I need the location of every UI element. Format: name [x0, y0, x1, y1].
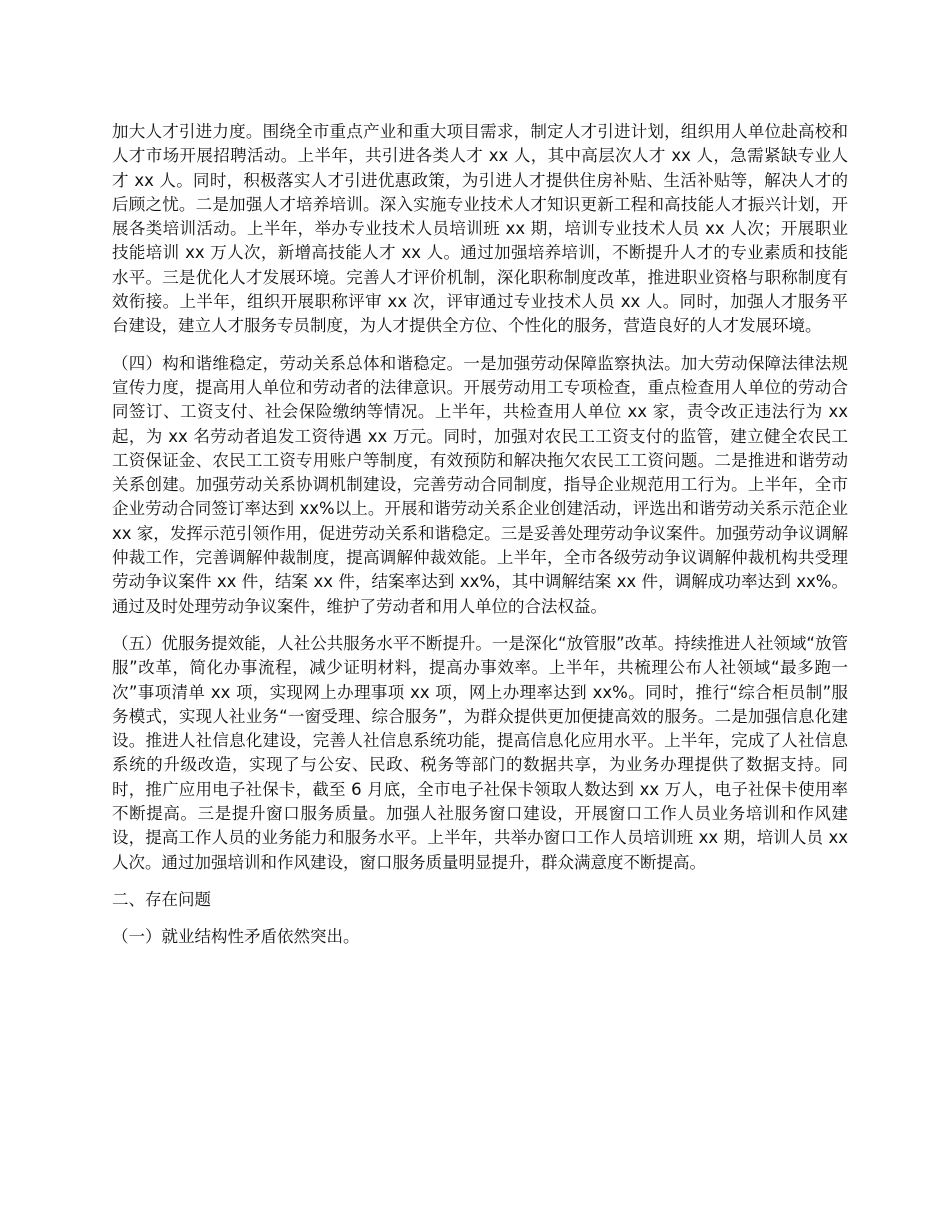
paragraph-public-service: （五）优服务提效能，人社公共服务水平不断提升。一是深化“放管服”改革。持续推进人社领域“放管服”改革，简化办事流程，减少证明材料，提高办事效率。上半年，共梳理公布人社领域“最多跑一次”事项清单 xx 项，实现网上办理事项 xx 项，网上办理率达到 xx%。同时，推行“综合柜员制”服务模式，实现人社业务“一窗受理、综合服务”，为群众提供更加便捷高效的服务。二是加强信息化建设。推进人社信息化建设，完善人社信息系统功能，提高信息化应用水平。上半年，完成了人社信息系统的升级改造，实现了与公安、民政、税务等部门的数据共享，为业务办理提供了数据支持。同时，推广应用电子社保卡，截至 6 月底，全市电子社保卡领取人数达到 xx 万人，电子社保卡使用率不断提高。三是提升窗口服务质量。加强人社服务窗口建设，开展窗口工作人员业务培训和作风建设，提高工作人员的业务能力和服务水平。上半年，共举办窗口工作人员培训班 xx 期，培训人员 xx 人次。通过加强培训和作风建设，窗口服务质量明显提升，群众满意度不断提高。 [112, 633, 848, 872]
paragraph-talent: 加大人才引进力度。围绕全市重点产业和重大项目需求，制定人才引进计划，组织用人单位赴高校和人才市场开展招聘活动。上半年，共引进各类人才 xx 人，其中高层次人才 xx 人，急需紧缺专业人才 xx 人。同时，积极落实人才引进优惠政策，为引进人才提供住房补贴、生活补贴等，解决人才的后顾之忧。二是加强人才培养培训。深入实施专业技术人才知识更新工程和高技能人才振兴计划，开展各类培训活动。上半年，举办专业技术人员培训班 xx 期，培训专业技术人员 xx 人次；开展职业技能培训 xx 万人次，新增高技能人才 xx 人。通过加强培养培训，不断提升人才的专业素质和技能水平。三是优化人才发展环境。完善人才评价机制，深化职称制度改革，推进职业资格与职称制度有效衔接。上半年，组织开展职称评审 xx 次，评审通过专业技术人员 xx 人。同时，加强人才服务平台建设，建立人才服务专员制度，为人才提供全方位、个性化的服务，营造良好的人才发展环境。 [112, 122, 848, 336]
paragraph-labor-relations: （四）构和谐维稳定，劳动关系总体和谐稳定。一是加强劳动保障监察执法。加大劳动保障法律法规宣传力度，提高用人单位和劳动者的法律意识。开展劳动用工专项检查，重点检查用人单位的劳动合同签订、工资支付、社会保险缴纳等情况。上半年，共检查用人单位 xx 家，责令改正违法行为 xx 起，为 xx 名劳动者追发工资待遇 xx 万元。同时，加强对农民工工资支付的监管，建立健全农民工工资保证金、农民工工资专用账户等制度，有效预防和解决拖欠农民工工资问题。二是推进和谐劳动关系创建。加强劳动关系协调机制建设，完善劳动合同制度，指导企业规范用工行为。上半年，全市企业劳动合同签订率达到 xx%以上。开展和谐劳动关系企业创建活动，评选出和谐劳动关系示范企业 xx 家，发挥示范引领作用，促进劳动关系和谐稳定。三是妥善处理劳动争议案件。加强劳动争议调解仲裁工作，完善调解仲裁制度，提高调解仲裁效能。上半年，全市各级劳动争议调解仲裁机构共受理劳动争议案件 xx 件，结案 xx 件，结案率达到 xx%，其中调解结案 xx 件，调解成功率达到 xx%。通过及时处理劳动争议案件，维护了劳动者和用人单位的合法权益。 [112, 353, 848, 616]
document-page [112, 120, 848, 963]
subsection-heading: （一）就业结构性矛盾依然突出。 [112, 927, 360, 947]
section-heading: 二、存在问题 [112, 889, 211, 909]
